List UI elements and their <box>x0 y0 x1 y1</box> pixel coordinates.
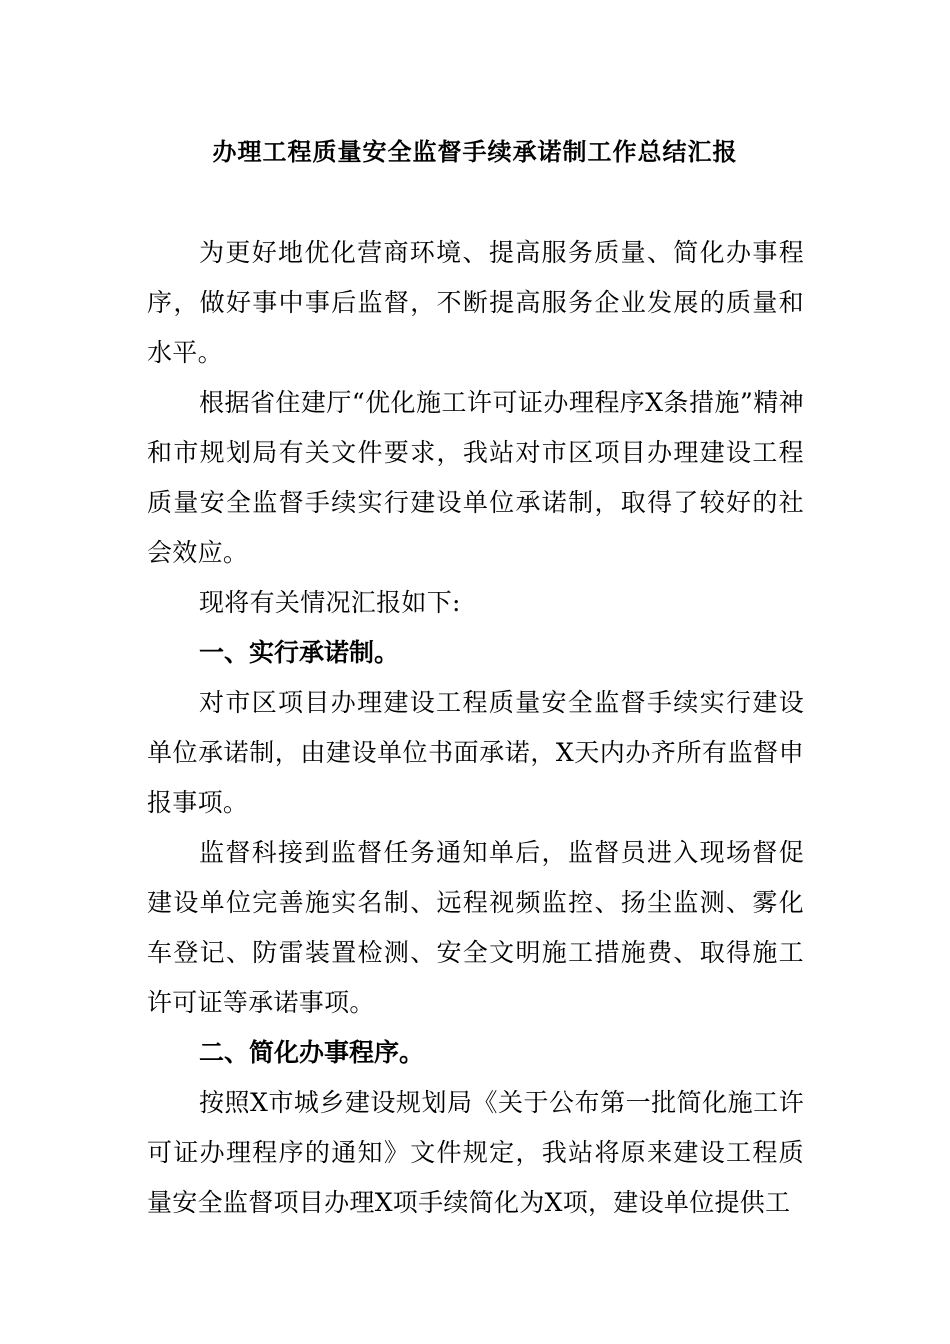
section-heading-1: 一、实行承诺制。 <box>199 638 400 667</box>
document-title: 办理工程质量安全监督手续承诺制工作总结汇报 <box>212 137 738 166</box>
section1-paragraph: 监督科接到监督任务通知单后，监督员进入现场督促建设单位完善施实名制、远程视频监控、扬尘监测、雾化车登记、防雷装置检测、安全文明施工措施费、取得施工许可证等承诺事项。 <box>147 838 804 1017</box>
paragraph-intro: 为更好地优化营商环境、提高服务质量、简化办事程序，做好事中事后监督，不断提高服务企业发展的质量和水平。 <box>147 238 804 367</box>
paragraph-report-lead: 现将有关情况汇报如下: <box>199 588 461 617</box>
section2-paragraph: 按照X市城乡建设规划局《关于公布第一批简化施工许可证办理程序的通知》文件规定，我站将原来建设工程质量安全监督项目办理X项手续简化为X项，建设单位提供工 <box>147 1088 804 1217</box>
section-heading-2: 二、简化办事程序。 <box>199 1038 425 1067</box>
paragraph-basis: 根据省住建厅“优化施工许可证办理程序X条措施”精神和市规划局有关文件要求，我站对市区项目办理建设工程质量安全监督手续实行建设单位承诺制，取得了较好的社会效应。 <box>147 388 804 567</box>
document-body <box>147 228 804 1228</box>
section1-paragraph: 对市区项目办理建设工程质量安全监督手续实行建设单位承诺制，由建设单位书面承诺，X天内办齐所有监督申报事项。 <box>147 688 804 817</box>
